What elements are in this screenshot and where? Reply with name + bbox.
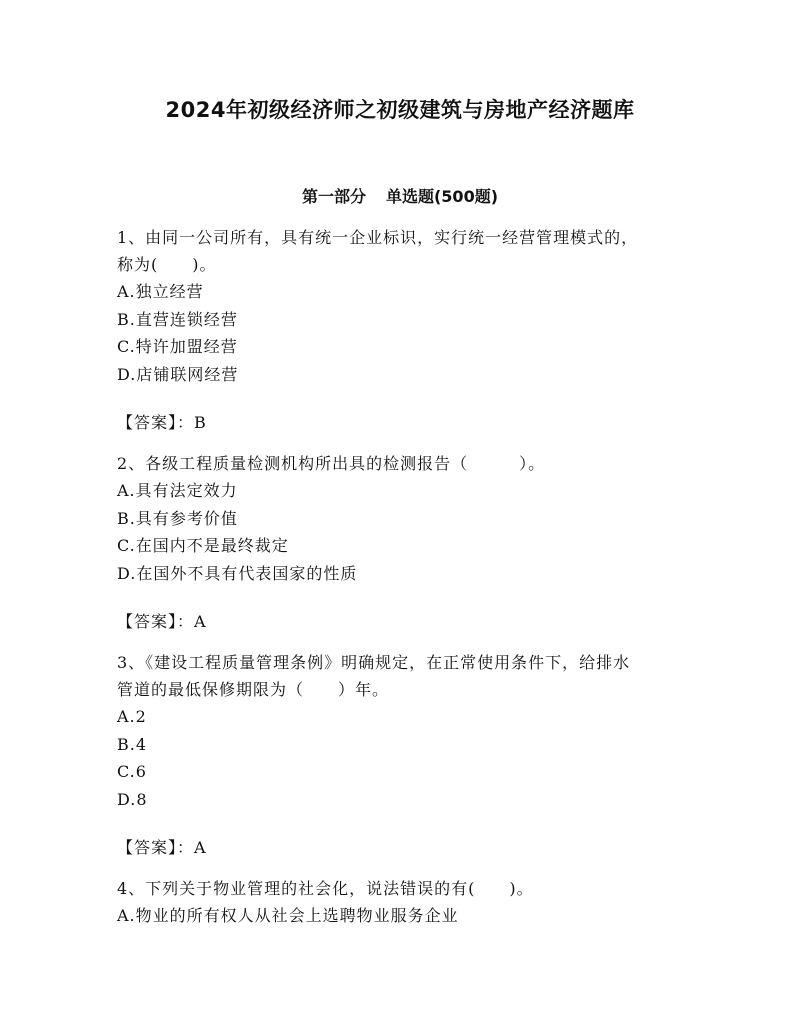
question-stem: 4、下列关于物业管理的社会化，说法错误的有( )。 (117, 879, 534, 898)
option-a: A.物业的所有权人从社会上选聘物业服务企业 (117, 906, 459, 925)
option-a: A.具有法定效力 (117, 481, 238, 500)
question-stem-continued: 称为( )。 (117, 255, 217, 274)
option-d: D.在国外不具有代表国家的性质 (117, 563, 358, 583)
option-d: D.店铺联网经营 (117, 364, 239, 384)
question-3 (117, 649, 692, 861)
option-c: C.在国内不是最终裁定 (117, 536, 289, 555)
document-title: 2024年初级经济师之初级建筑与房地产经济题库 (165, 98, 635, 122)
section-name-label: 单选题(500题) (385, 187, 499, 206)
question-1 (117, 224, 692, 436)
option-d: D.8 (117, 789, 148, 809)
option-b: B.4 (117, 734, 148, 754)
question-stem: 3、《建设工程质量管理条例》明确规定，在正常使用条件下，给排水 (117, 653, 631, 672)
answer-line: 【答案】：A (117, 838, 207, 857)
section-part-label: 第一部分 (301, 187, 366, 206)
answer-line: 【答案】：B (117, 413, 207, 432)
question-4 (117, 875, 692, 930)
option-a: A.独立经营 (117, 282, 204, 301)
question-stem-continued: 管道的最低保修期限为（ ）年。 (117, 680, 390, 699)
question-2 (117, 450, 692, 635)
question-stem: 2、各级工程质量检测机构所出具的检测报告（ ）。 (117, 454, 546, 473)
question-stem: 1、由同一公司所有，具有统一企业标识，实行统一经营管理模式的， (117, 228, 639, 247)
option-c: C.6 (117, 762, 147, 781)
section-heading (0, 184, 800, 207)
answer-line: 【答案】：A (117, 612, 207, 631)
option-b: B.具有参考价值 (117, 508, 238, 528)
question-list (117, 224, 692, 930)
option-c: C.特许加盟经营 (117, 337, 238, 356)
option-a: A.2 (117, 707, 147, 726)
option-b: B.直营连锁经营 (117, 309, 238, 329)
